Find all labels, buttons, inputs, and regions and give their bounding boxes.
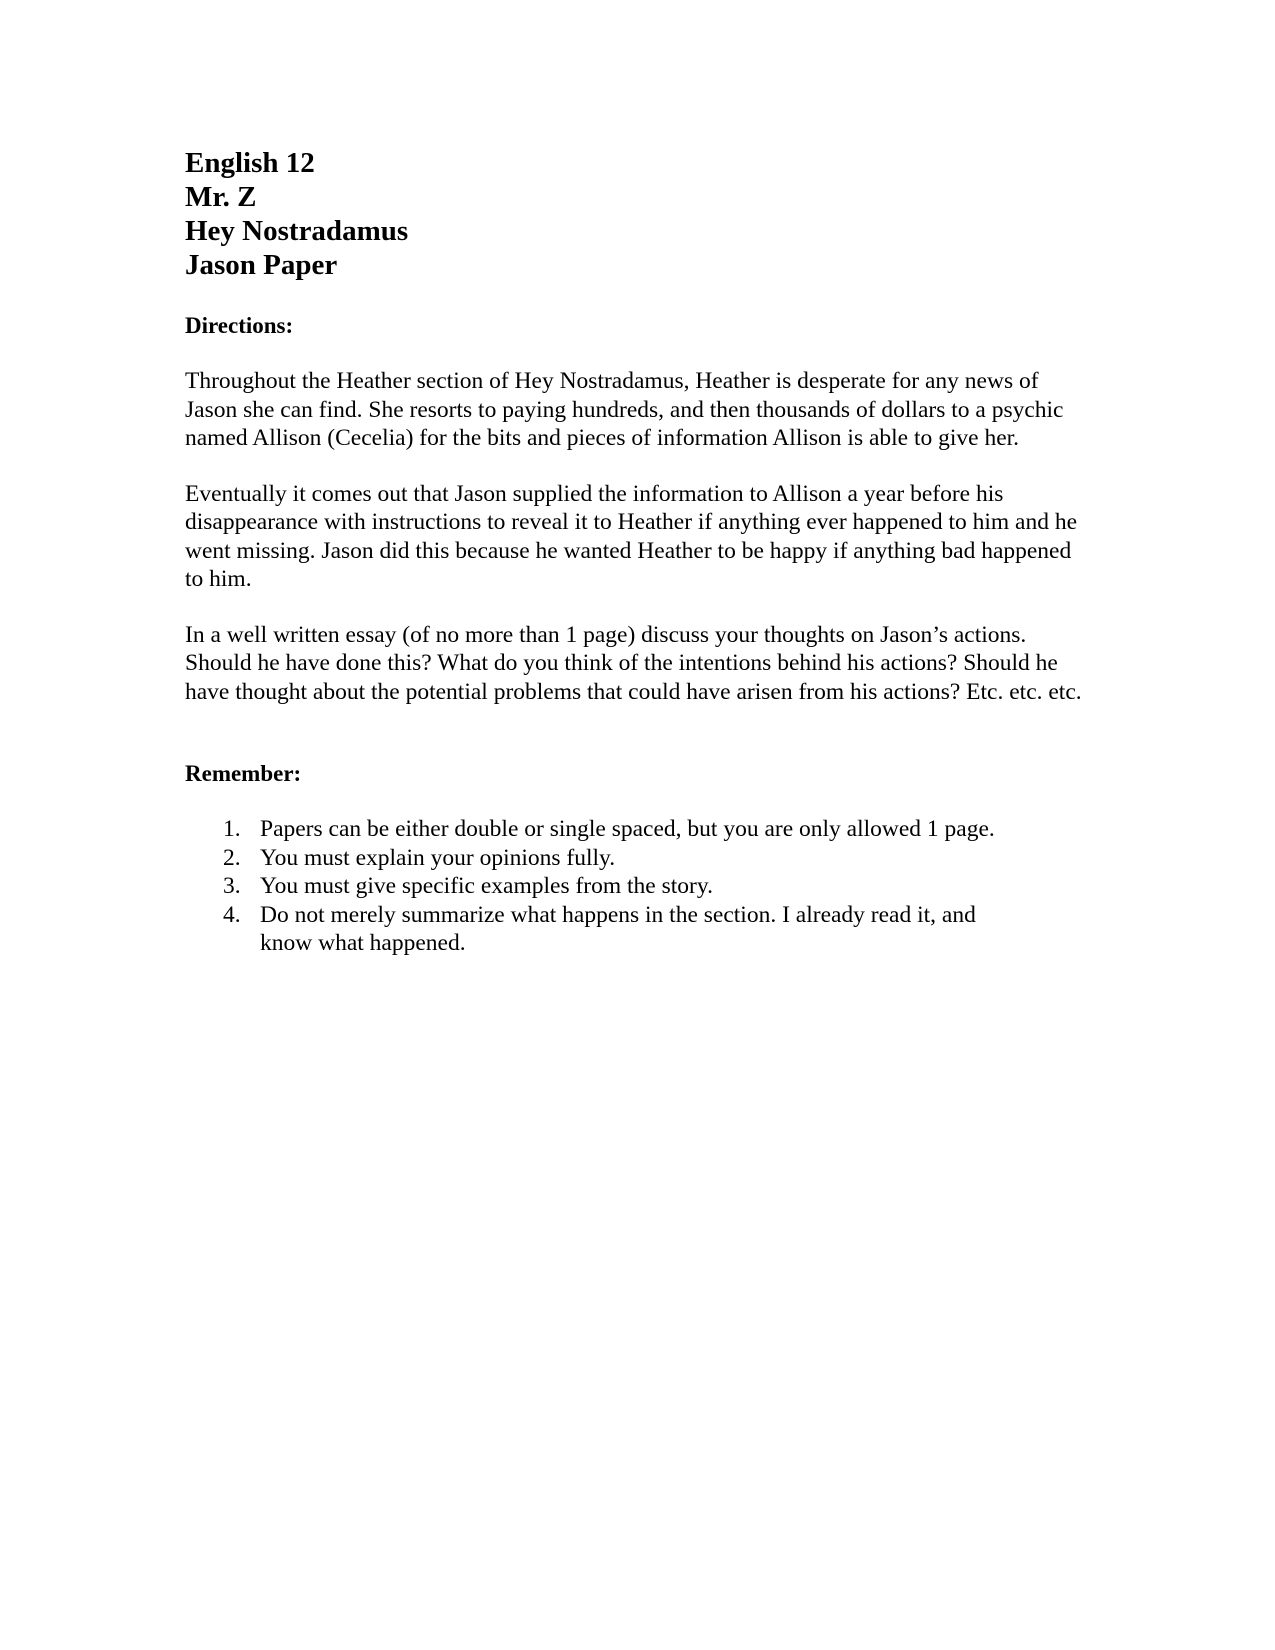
course-title: English 12 xyxy=(185,147,315,179)
document-header xyxy=(185,146,1090,282)
list-item xyxy=(185,815,1030,844)
book-title: Hey Nostradamus xyxy=(185,215,409,247)
list-item-text: You must give specific examples from the story. xyxy=(260,873,713,899)
list-item-text: Papers can be either double or single spaced, but you are only allowed 1 page. xyxy=(260,816,995,842)
remember-heading: Remember: xyxy=(185,761,302,786)
list-item xyxy=(185,844,1030,873)
list-item-text: You must explain your opinions fully. xyxy=(260,844,616,871)
list-item-text: Do not merely summarize what happens in the section. I already read it, and know what happened. xyxy=(260,901,976,956)
directions-paragraph-2: Eventually it comes out that Jason supplied the information to Allison a year before his disappearance with instructions to reveal it to Heather if anything ever happened to him and he went missing. Jason did this because he wanted Heather to be happy if anything bad happened to him. xyxy=(185,480,1078,592)
directions-paragraph-3: In a well written essay (of no more than 1 page) discuss your thoughts on Jason’s actions. Should he have done this? What do you think of the intentions behind his actions? Should he have thought about the potential problems that could have arisen from his actions? Etc. etc. etc. xyxy=(185,621,1082,705)
list-item-number: 4. xyxy=(223,901,241,928)
directions-paragraph-1: Throughout the Heather section of Hey Nostradamus, Heather is desperate for any news of Jason she can find. She resorts to paying hundreds, and then thousands of dollars to a psychic named Allison (Cecelia) for the bits and pieces of information Allison is able to give her. xyxy=(185,368,1064,451)
list-item xyxy=(185,901,1030,958)
list-item xyxy=(185,872,1030,901)
assignment-title: Jason Paper xyxy=(185,249,338,281)
list-item-number: 3. xyxy=(223,873,241,899)
list-item-number: 2. xyxy=(223,844,241,871)
directions-heading: Directions: xyxy=(185,313,294,338)
reminder-list xyxy=(185,815,1090,958)
list-item-number: 1. xyxy=(223,816,241,842)
document-page xyxy=(185,146,1090,958)
teacher-name: Mr. Z xyxy=(185,181,257,213)
